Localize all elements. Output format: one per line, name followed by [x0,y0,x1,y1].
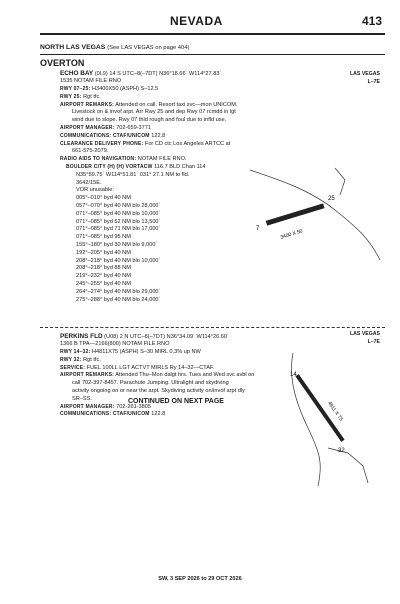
vortac-elev [76,180,102,187]
detail-label: COMMUNICATIONS: CTAF/UNICOM [60,411,150,418]
detail-line [60,411,165,418]
detail-text: H3400X50 (ASPH) S–12.5 [92,86,159,92]
north-las-vegas-ref [40,44,189,51]
detail-label: AIRPORT REMARKS: [60,372,115,379]
detail-line [72,380,229,387]
perkins-line2: 1366 B TPA—2166(800) NOTAM FILE RNO [60,341,170,347]
detail-line [72,148,108,155]
perkins-info: (U08) 2 N UTC–8(–7DT) N36°34.09´ W114°26.60´ [104,334,229,340]
vor-unusable-item: 057°–070° byd 40 NM blo 28,000´ [76,203,161,209]
vor-unusable-item: 245°–255° byd 40 NM [76,281,131,287]
detail-label: COMMUNICATIONS: CTAF/UNICOM [60,132,150,139]
detail-text: NOTAM FILE RNO. [137,156,187,163]
airport-separator [40,327,385,328]
vor-unusable-item: 275°–288° byd 40 NM blo 24,000´ [76,296,161,303]
detail-text: For CD ctc Los Angeles ARTCC at [144,140,231,147]
detail-text: call 702-397-8457. Parachute Jumping. Ultralight and skydiving [72,380,229,387]
detail-line [72,396,92,403]
perkins-chart-tags [350,330,380,347]
section-rule [40,54,385,55]
detail-text: Attended on call. Resort taxi svc—mon UNICOM. [115,101,238,108]
vor-unusable-item: 005°–010° byd 40 NM [76,195,131,202]
detail-label: AIRPORT REMARKS: [60,101,115,108]
detail-text: activity ongoing on or near the arpt. Skydiving activity on/invof arpt dly [72,388,245,394]
perkins-header [60,333,229,341]
vor-unusable-heading-text: VOR unusable: [76,187,114,194]
echo-bay-chart: L–7E [367,79,380,86]
detail-text: wind due to slope. Rwy 07 thld rough and foul due to infld use. [72,117,227,124]
vor-unusable-item: 192°–205° byd 40 NM [76,249,131,256]
vor-unusable-item: 071°–085° byd 95 NM [76,234,131,241]
detail-text: 702-659-3771 [116,125,151,131]
detail-line [60,372,254,379]
perkins-rwy-end-32: 32 [338,448,345,454]
detail-text: 122.8 [151,132,166,139]
perkins-name: PERKINS FLD [60,333,103,340]
vor-unusable-heading [76,187,114,194]
echo-bay-rwy-label: 3400 X 50 [279,228,304,241]
echo-bay-sectional: LAS VEGAS [350,71,380,77]
echo-bay-airport-diagram [240,150,390,270]
detail-label: SERVICE: [60,364,86,371]
perkins-rwy-end-14: 14 [290,372,297,378]
vor-unusable-item: 071°–085° byd 71 NM blo 17,000´ [76,226,161,233]
detail-line [72,388,245,395]
detail-line [72,109,236,116]
state-title: NEVADA [170,14,223,28]
echo-bay-rwy-end-7: 7 [256,226,260,232]
detail-label: AIRPORT MANAGER: [60,125,115,131]
vor-unusable-item: 219°–232° byd 40 NM [76,273,131,280]
detail-label: RWY 14–32: [60,349,91,355]
detail-text: FUEL 100LL LGT ACTVT MIRLS Ry 14–32—CTAF. [86,364,215,371]
vor-unusable-item: 155°–180° byd 30 NM blo 9,000´ [76,242,158,248]
detail-label: RWY 07–25: [60,86,91,92]
continued-note: CONTINUED ON NEXT PAGE [128,398,224,405]
perkins-airport-diagram [268,348,378,488]
detail-line [72,117,226,124]
echo-bay-rwy-end-25: 25 [328,196,335,202]
detail-label: RWY 32: [60,356,82,363]
detail-line [60,133,165,140]
detail-text: 122.8 [151,411,166,418]
detail-label: RADIO AIDS TO NAVIGATION: [60,156,137,163]
vortac-label-text: BOULDER CITY (H) (H) VORTACW [66,164,153,170]
detail-text: Rgt tfc. [83,93,101,100]
vortac-freq: 116.7 BLD Chan 114 [154,164,206,170]
detail-text: Livestock on & invof arpt. Arr Rwy 25 and dep Rwy 07 rcmdd in lgt [72,109,236,116]
nlv-note: (See LAS VEGAS on page 404) [107,45,190,51]
header-rule [40,33,385,35]
vortac-label [66,164,206,171]
perkins-sectional: LAS VEGAS [350,331,380,337]
page-number: 413 [361,14,382,28]
echo-bay-info: (0L9) 14 S UTC–8(–7DT) N36°18.66´ W114°27.83´ [94,71,222,77]
detail-label: CLEARANCE DELIVERY PHONE: [60,140,144,147]
page-footer: SW, 3 SEP 2026 to 29 OCT 2026 [158,576,242,582]
detail-text: SR–SS. [72,395,92,402]
detail-line [60,102,237,109]
detail-label: AIRPORT MANAGER: [60,403,115,410]
echo-bay-chart-tags [350,70,380,87]
vor-unusable-item: 208°–218° byd 40 NM blo 10,000´ [76,257,161,264]
detail-line [60,94,101,101]
echo-bay-name: ECHO BAY [60,70,94,77]
nlv-name: NORTH LAS VEGAS [40,44,106,51]
detail-line [60,86,158,93]
detail-line [60,357,101,364]
perkins-rwy-label: 4811 X 75 [326,400,344,423]
perkins-chart: L–7E [367,339,380,346]
city-title: OVERTON [40,58,85,68]
detail-text: H4811X75 (ASPH) S–30 MIRL 0.3% up NW [92,349,201,355]
page-header [0,0,400,36]
vortac-coords-text: N35°59.75´ W114°51.81´ 031° 27.1 NM to fld. [76,171,190,178]
echo-bay-line2: 1535 NOTAM FILE RNO [60,78,122,84]
detail-text: Attended Thu–Mon dalgt hrs. Tues and Wed svc avbl on [115,372,255,379]
detail-line [60,365,214,372]
vortac-elev-text: 3642/15E. [76,179,102,186]
detail-line [60,349,201,356]
detail-line [60,156,186,163]
detail-text: 702-261-3805 [116,403,151,410]
detail-line [60,125,151,132]
vor-unusable-item: 264°–274° byd 40 NM blo 29,000´ [76,288,161,295]
detail-text: 661-575-2079. [72,148,109,155]
detail-line [60,141,230,148]
vor-unusable-item: 071°–085° byd 52 NM blo 13,500´ [76,218,161,225]
detail-label: RWY 25: [60,93,82,100]
detail-text: Rgt tfc. [83,356,101,363]
vortac-coords [76,172,189,179]
vor-unusable-item: 071°–085° byd 40 NM blo 10,000´ [76,210,161,217]
echo-bay-runway [266,203,325,225]
vor-unusable-item: 208°–218° byd 88 NM [76,265,131,272]
echo-bay-header [60,70,221,78]
